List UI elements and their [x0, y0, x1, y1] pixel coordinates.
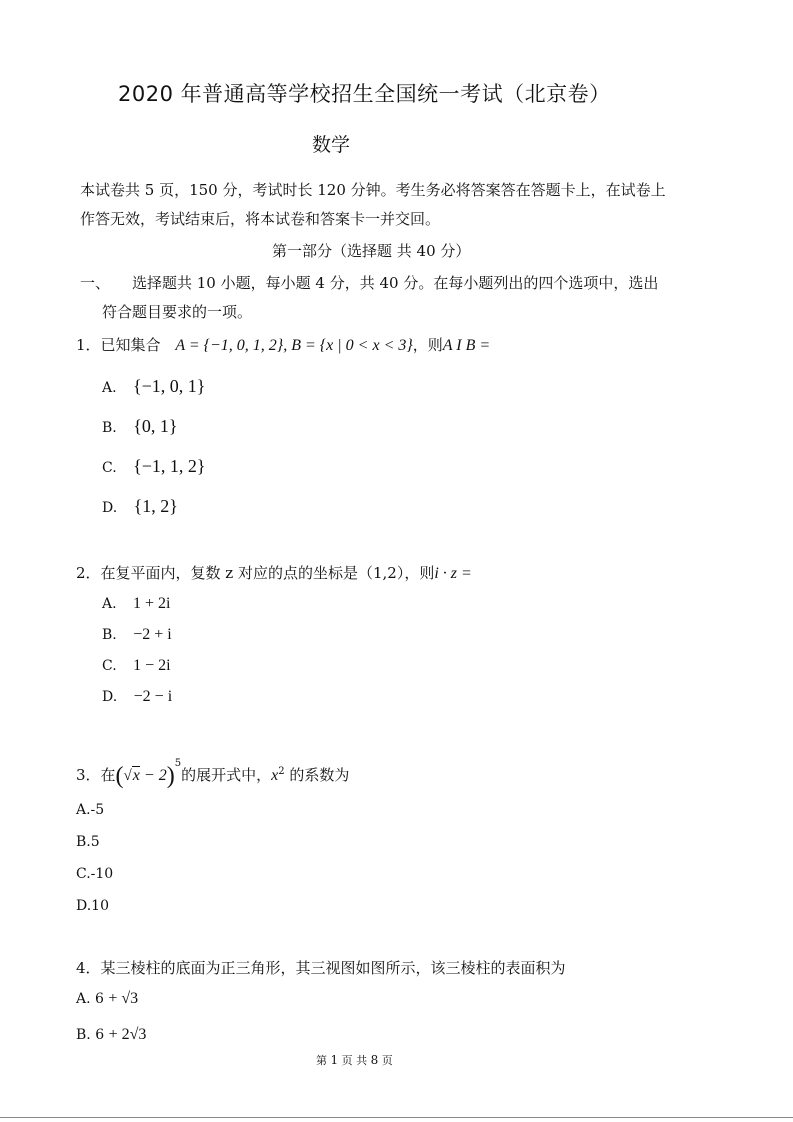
option-value: −2 + i: [133, 626, 172, 643]
option-label: C.: [102, 658, 117, 674]
option-label: B.: [102, 420, 117, 436]
option-value: 1 + 2i: [133, 595, 171, 612]
section-instructions-line-2: 符合题目要求的一项。: [102, 303, 253, 321]
option-label: B. 6: [76, 1027, 105, 1043]
option-value: −2 − i: [133, 688, 173, 705]
footer-middle: 页 共: [341, 1054, 368, 1067]
footer-page-number: 1: [330, 1053, 339, 1067]
option-value: {0, 1}: [133, 416, 178, 436]
question-2-option-c[interactable]: [102, 657, 171, 675]
option-label: D.: [102, 689, 118, 705]
question-1-number: 1．已知集合: [76, 336, 161, 354]
question-1-option-b[interactable]: [102, 416, 177, 437]
question-4-option-b[interactable]: [76, 1026, 146, 1044]
option-value: {−1, 0, 1}: [133, 376, 206, 396]
sqrt-sign: √: [123, 768, 132, 784]
intro-line-1: 本试卷共 5 页，150 分，考试时长 120 分钟。考生务必将答案答在答题卡上，在试卷上: [80, 181, 666, 199]
question-3-expression-rest: − 2: [139, 767, 167, 784]
option-value: + 2√3: [108, 1026, 147, 1043]
question-1-stem: [76, 334, 490, 355]
option-label: A. 6: [76, 991, 104, 1007]
bottom-rule: [0, 1117, 793, 1118]
question-3-var: x: [271, 767, 279, 784]
question-1-option-c[interactable]: [102, 456, 206, 477]
footer-prefix: 第: [316, 1054, 327, 1067]
subject-title: 数学: [312, 134, 351, 156]
option-value: {−1, 1, 2}: [133, 456, 206, 476]
exam-title: 2020 年普通高等学校招生全国统一考试（北京卷）: [118, 82, 611, 106]
question-2-option-a[interactable]: [102, 595, 170, 613]
section-instructions-line-1: 选择题共 10 小题，每小题 4 分，共 40 分。在每小题列出的四个选项中，选出: [132, 274, 659, 292]
footer-suffix: 页: [381, 1054, 393, 1067]
question-1-tail: ，则: [412, 336, 443, 354]
question-3-option-a[interactable]: A.-5: [76, 802, 105, 818]
option-label: C.: [102, 460, 117, 476]
question-1-expression: A I B =: [442, 337, 491, 354]
page-footer: [316, 1052, 393, 1068]
question-3-stem: [76, 758, 349, 790]
footer-total-pages: 8: [370, 1053, 379, 1067]
question-1-sets: A = {−1, 0, 1, 2}, B = {x | 0 < x < 3}: [175, 337, 413, 354]
question-3-radicand: x: [132, 767, 140, 784]
question-1-option-d[interactable]: [102, 496, 178, 517]
question-3-tail: 的系数为: [284, 766, 350, 784]
right-paren: ): [166, 763, 175, 789]
question-2-stem: [76, 562, 472, 583]
question-1-option-a[interactable]: [102, 376, 205, 397]
question-3-number: 3．在: [76, 766, 116, 784]
option-label: A.: [102, 380, 117, 396]
section-number: 一、: [80, 274, 111, 292]
intro-line-2: 作答无效，考试结束后，将本试卷和答案卡一并交回。: [80, 210, 441, 228]
option-label: A.: [102, 596, 117, 612]
question-3-option-d[interactable]: D.10: [76, 898, 109, 914]
question-2-option-d[interactable]: [102, 688, 172, 706]
left-paren: (: [115, 763, 124, 789]
question-3-option-c[interactable]: C.-10: [76, 866, 114, 882]
part-heading: 第一部分（选择题 共 40 分）: [272, 242, 471, 260]
option-label: D.: [102, 500, 118, 516]
option-value: + √3: [108, 990, 139, 1007]
question-3-mid: 的展开式中，: [181, 766, 272, 784]
question-4-option-a[interactable]: [76, 990, 138, 1008]
option-value: 1 − 2i: [133, 657, 171, 674]
question-3-option-b[interactable]: B.5: [76, 834, 100, 850]
question-2-expression: i · z =: [434, 565, 472, 582]
question-3-exponent: 5: [174, 758, 182, 769]
question-2-option-b[interactable]: [102, 626, 172, 644]
option-value: {1, 2}: [133, 496, 178, 516]
question-4-stem: 4．某三棱柱的底面为正三角形，其三视图如图所示，该三棱柱的表面积为: [76, 959, 566, 977]
option-label: B.: [102, 627, 117, 643]
question-3-var-exponent: 2: [278, 766, 285, 777]
question-2-text: 2．在复平面内，复数 z 对应的点的坐标是（1,2），则: [76, 564, 435, 582]
